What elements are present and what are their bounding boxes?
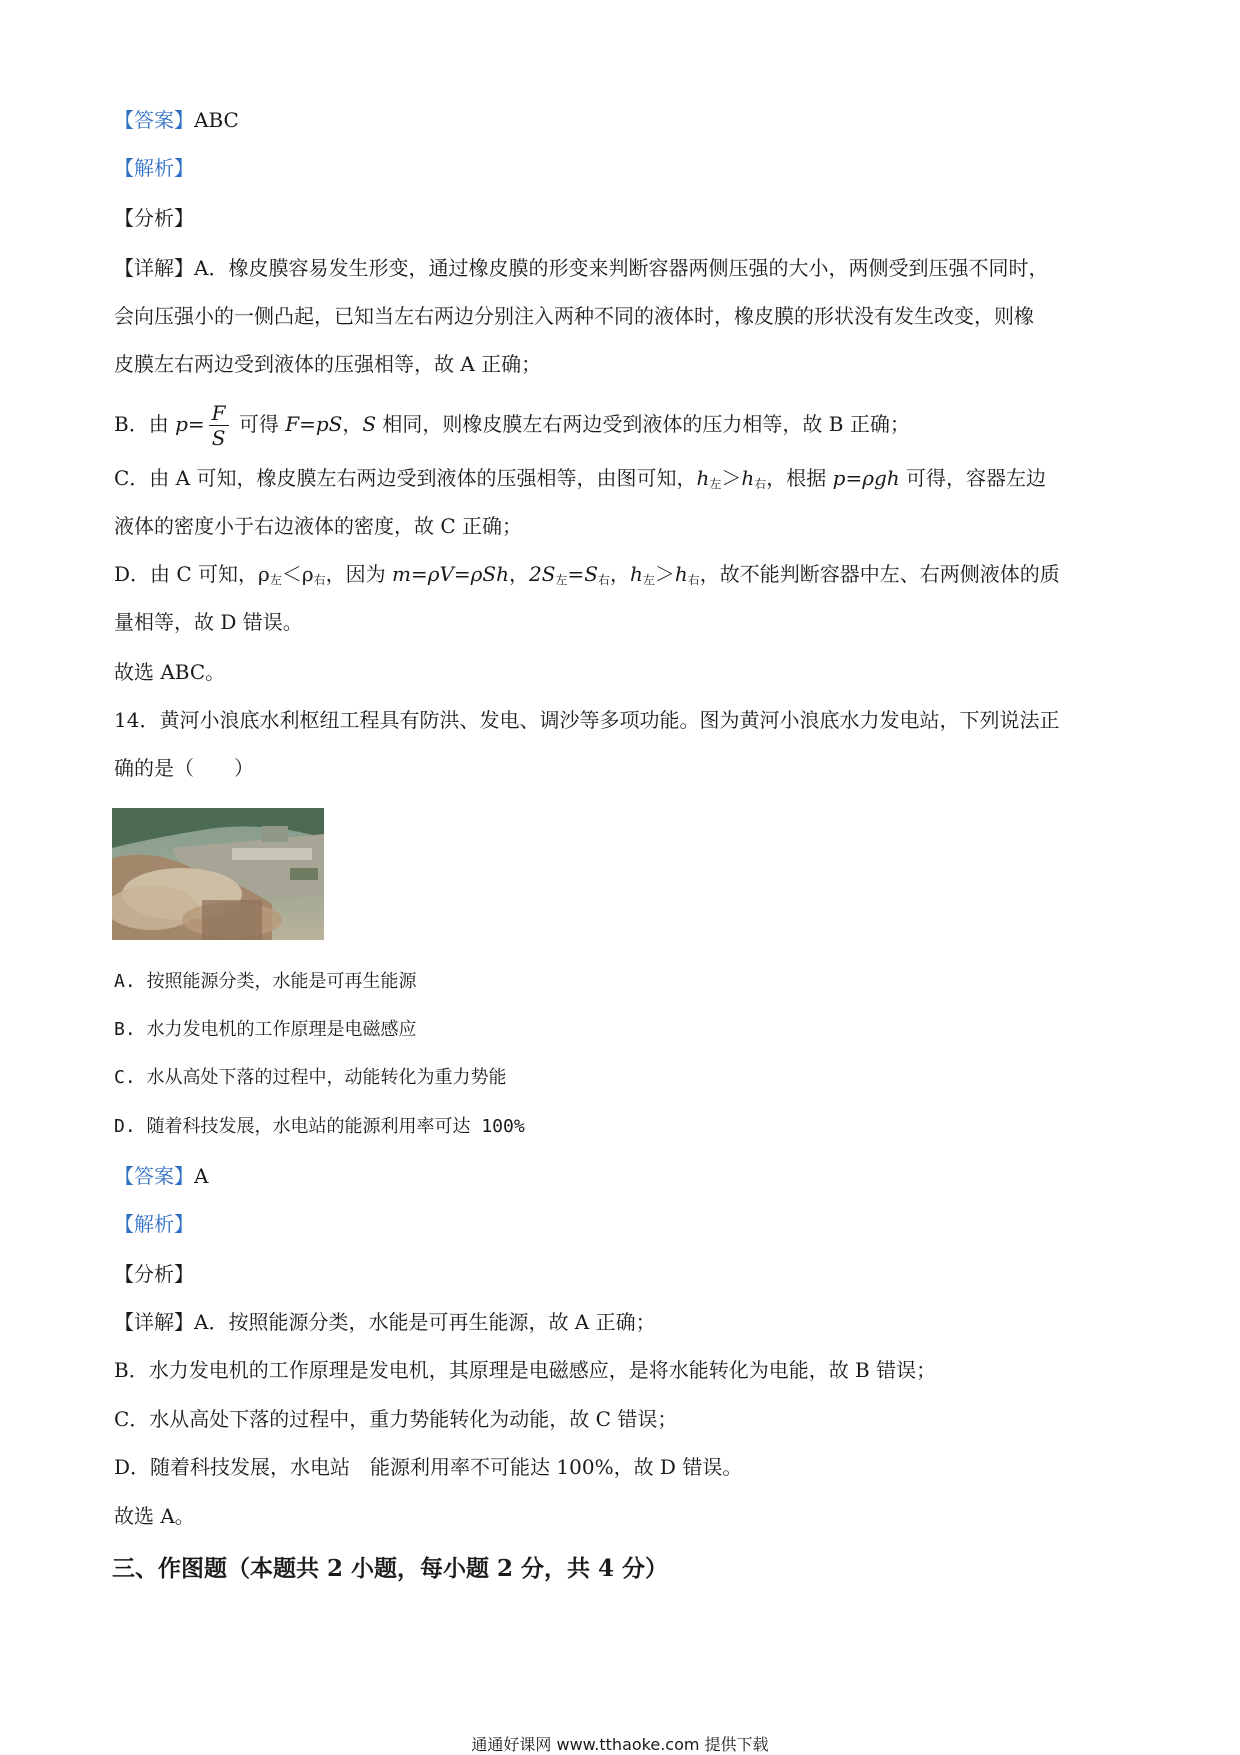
detail-d-line2: 量相等，故 D 错误。 [114,610,303,634]
fenxi-tag: 【分析】 [114,1262,194,1286]
lt-rho: ＜ρ [281,562,314,586]
f-over-s-fraction [209,401,229,450]
d-comma: ， [609,562,630,586]
detail-d-line1 [114,560,1060,594]
fenxi-tag: 【分析】 [114,206,194,230]
d-comma: ， [509,562,529,586]
detail-a-line1 [114,254,1048,282]
b-formula2: F=pS [285,412,343,436]
b-s: S [362,412,377,436]
analysis-tag: 【解析】 [114,156,194,180]
q14-option-b: B. 水力发电机的工作原理是电磁感应 [114,1019,417,1040]
c-formula: p=ρgh [832,466,900,490]
q13-answer-line [114,106,239,134]
sub-left: 左 [269,573,282,587]
c-text-b: ，根据 [766,466,833,490]
detail-a-text1: A．橡皮膜容易发生形变，通过橡皮膜的形变来判断容器两侧压强的大小，两侧受到压强不同时， [194,256,1049,280]
d-text-c: ，故不能判断容器中左、右两侧液体的质 [699,562,1060,586]
b-mid: 可得 [232,412,286,436]
section-3-heading: 三、作图题（本题共 2 小题，每小题 2 分，共 4 分） [112,1555,669,1582]
q14-detail-a-text: A．按照能源分类，水能是可再生能源，故 A 正确； [194,1310,656,1334]
c-text-a: C．由 A 可知，橡皮膜左右两边受到液体的压强相等，由图可知， [114,466,697,490]
sub-right: 右 [687,573,700,587]
b-prefix: B．由 [114,412,176,436]
analysis-tag: 【解析】 [114,1212,194,1236]
detail-tag: 【详解】 [114,256,194,280]
q14-option-c: C. 水从高处下落的过程中，动能转化为重力势能 [114,1067,507,1088]
answer-tag: 【答案】 [114,1164,194,1188]
sub-right: 右 [597,573,610,587]
gt-sign: ＞ [721,466,742,490]
h-symbol: h [696,466,710,490]
q14-stem-line2: 确的是（ ） [114,756,254,780]
detail-c-line1 [114,464,1046,498]
q14-answer-line [114,1162,208,1190]
q14-stem-line1: 14．黄河小浪底水利枢纽工程具有防洪、发电、调沙等多项功能。图为黄河小浪底水力发电站，下列说法正 [114,708,1060,732]
sub-right: 右 [313,573,326,587]
d-text-a: D．由 C 可知，ρ [114,562,270,586]
q14-detail-d: D．随着科技发展，水电站 能源利用率不可能达 100%，故 D 错误。 [114,1455,743,1479]
q13-conclusion: 故选 ABC。 [114,660,226,684]
q14-conclusion: 故选 A。 [114,1504,195,1528]
d-because: ，因为 [325,562,392,586]
h-symbol: h [741,466,755,490]
answer-value: ABC [194,108,239,132]
b-sep: ， [342,412,363,436]
d-formula: m=ρV=ρSh [391,562,509,586]
footer-source: 通通好课网 www.tthaoke.com 提供下载 [471,1735,769,1754]
detail-a-line3: 皮膜左右两边受到液体的压强相等，故 A 正确； [114,352,542,376]
b-suffix: 相同，则橡皮膜左右两边受到液体的压力相等，故 B 正确； [376,412,910,436]
answer-tag: 【答案】 [114,108,194,132]
q14-option-d: D. 随着科技发展，水电站的能源利用率可达 100% [114,1116,525,1137]
c-text-c: 可得，容器左边 [899,466,1047,490]
detail-a-line2: 会向压强小的一侧凸起，已知当左右两边分别注入两种不同的液体时，橡皮膜的形状没有发生改变，则橡 [114,304,1034,328]
q14-detail-b: B．水力发电机的工作原理是发电机，其原理是电磁感应，是将水能转化为电能，故 B 错误； [114,1358,937,1382]
gt-sign: ＞ [654,562,675,586]
detail-b-line [114,398,910,450]
d-eq-s: =S [567,562,598,586]
d-2s: 2S [529,562,556,586]
sub-right: 右 [754,477,767,491]
q14-detail-a [114,1308,656,1336]
sub-left: 左 [555,573,568,587]
sub-left: 左 [709,477,722,491]
answer-value: A [194,1164,209,1188]
q14-detail-c: C．水从高处下落的过程中，重力势能转化为动能，故 C 错误； [114,1407,678,1431]
h-symbol: h [674,562,688,586]
sub-left: 左 [642,573,655,587]
detail-c-line2: 液体的密度小于右边液体的密度，故 C 正确； [114,514,523,538]
dam-photo [112,808,324,940]
fraction-numerator: F [209,401,229,426]
detail-tag: 【详解】 [114,1310,194,1334]
h-symbol: h [629,562,643,586]
fraction-denominator: S [211,426,226,450]
q14-option-a: A. 按照能源分类，水能是可再生能源 [114,971,417,992]
dam-photo-illustration [112,808,324,940]
b-formula-lhs: p= [175,412,205,436]
